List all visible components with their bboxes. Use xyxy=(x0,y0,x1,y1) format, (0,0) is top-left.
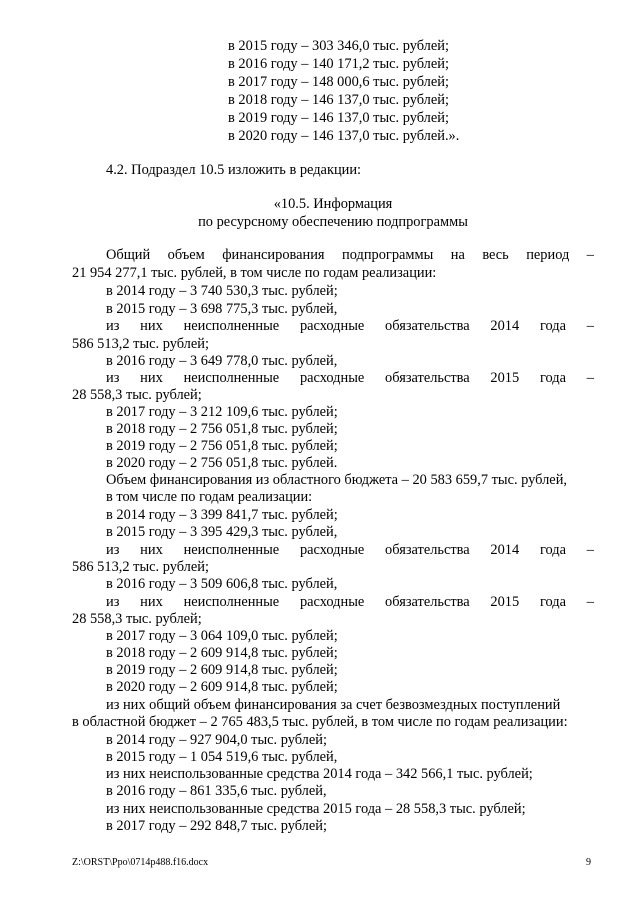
year-line: в 2017 году – 292 848,7 тыс. рублей; xyxy=(106,818,327,834)
paragraph-continuation: 21 954 277,1 тыс. рублей, в том числе по годам реализации: xyxy=(72,265,437,281)
year-line: в 2019 году – 2 756 051,8 тыс. рублей; xyxy=(106,438,338,454)
paragraph-continuation: 586 513,2 тыс. рублей; xyxy=(72,559,209,575)
section-subheading: по ресурсному обеспечению подпрограммы xyxy=(198,214,468,230)
year-line: в 2015 году – 1 054 519,6 тыс. рублей, xyxy=(106,749,338,765)
year-line: в 2016 году – 861 335,6 тыс. рублей, xyxy=(106,783,327,799)
footer-file-path: Z:\ORST\Ppo\0714p488.f16.docx xyxy=(72,857,209,868)
year-line: в 2016 году – 3 649 778,0 тыс. рублей, xyxy=(106,353,338,369)
year-line: в 2017 году – 3 064 109,0 тыс. рублей; xyxy=(106,628,338,644)
year-line: в 2015 году – 3 698 775,3 тыс. рублей, xyxy=(106,301,338,317)
unfulfilled-obligations-2015: из них неисполненные расходные обязательства 2015 года – xyxy=(106,594,594,610)
year-line: в 2014 году – 3 399 841,7 тыс. рублей; xyxy=(106,507,338,523)
year-line: в 2020 году – 146 137,0 тыс. рублей.». xyxy=(228,128,460,144)
year-line: в 2017 году – 148 000,6 тыс. рублей; xyxy=(228,74,449,90)
year-line: в 2014 году – 3 740 530,3 тыс. рублей; xyxy=(106,283,338,299)
year-line: в 2014 году – 927 904,0 тыс. рублей; xyxy=(106,732,327,748)
unfulfilled-obligations-2014: из них неисполненные расходные обязательства 2014 года – xyxy=(106,318,594,334)
paragraph-continuation: 586 513,2 тыс. рублей; xyxy=(72,336,209,352)
unused-funds-line: из них неиспользованные средства 2015 года – 28 558,3 тыс. рублей; xyxy=(106,801,526,817)
unfulfilled-obligations-2014: из них неисполненные расходные обязательства 2014 года – xyxy=(106,542,594,558)
paragraph-gratuitous-receipts: из них общий объем финансирования за счет безвозмездных поступлений xyxy=(106,697,561,713)
year-line: в 2015 году – 303 346,0 тыс. рублей; xyxy=(228,38,449,54)
unused-funds-line: из них неиспользованные средства 2014 года – 342 566,1 тыс. рублей; xyxy=(106,766,533,782)
year-line: в 2019 году – 2 609 914,8 тыс. рублей; xyxy=(106,662,338,678)
paragraph-continuation: 28 558,3 тыс. рублей; xyxy=(72,611,202,627)
page-number: 9 xyxy=(586,857,591,868)
year-line: в 2017 году – 3 212 109,6 тыс. рублей; xyxy=(106,404,338,420)
year-line: в 2019 году – 146 137,0 тыс. рублей; xyxy=(228,110,449,126)
year-line: в 2016 году – 3 509 606,8 тыс. рублей, xyxy=(106,576,338,592)
section-heading: «10.5. Информация xyxy=(273,196,393,212)
year-line: в 2018 году – 2 609 914,8 тыс. рублей; xyxy=(106,645,338,661)
unfulfilled-obligations-2015: из них неисполненные расходные обязательства 2015 года – xyxy=(106,370,594,386)
paragraph-continuation: 28 558,3 тыс. рублей; xyxy=(72,387,202,403)
year-line: в 2020 году – 2 609 914,8 тыс. рублей; xyxy=(106,679,338,695)
year-line: в 2018 году – 2 756 051,8 тыс. рублей; xyxy=(106,421,338,437)
paragraph-continuation: в областной бюджет – 2 765 483,5 тыс. рублей, в том числе по годам реализации: xyxy=(72,714,568,730)
section-intro: 4.2. Подраздел 10.5 изложить в редакции: xyxy=(106,162,362,178)
year-line: в 2020 году – 2 756 051,8 тыс. рублей. xyxy=(106,455,338,471)
year-line: в 2015 году – 3 395 429,3 тыс. рублей, xyxy=(106,524,338,540)
year-line: в 2016 году – 140 171,2 тыс. рублей; xyxy=(228,56,449,72)
paragraph-total-funding: Общий объем финансирования подпрограммы на весь период – xyxy=(106,247,594,263)
paragraph-regional-budget: Объем финансирования из областного бюджета – 20 583 659,7 тыс. рублей, xyxy=(106,472,567,488)
paragraph-continuation: в том числе по годам реализации: xyxy=(106,489,313,505)
year-line: в 2018 году – 146 137,0 тыс. рублей; xyxy=(228,92,449,108)
